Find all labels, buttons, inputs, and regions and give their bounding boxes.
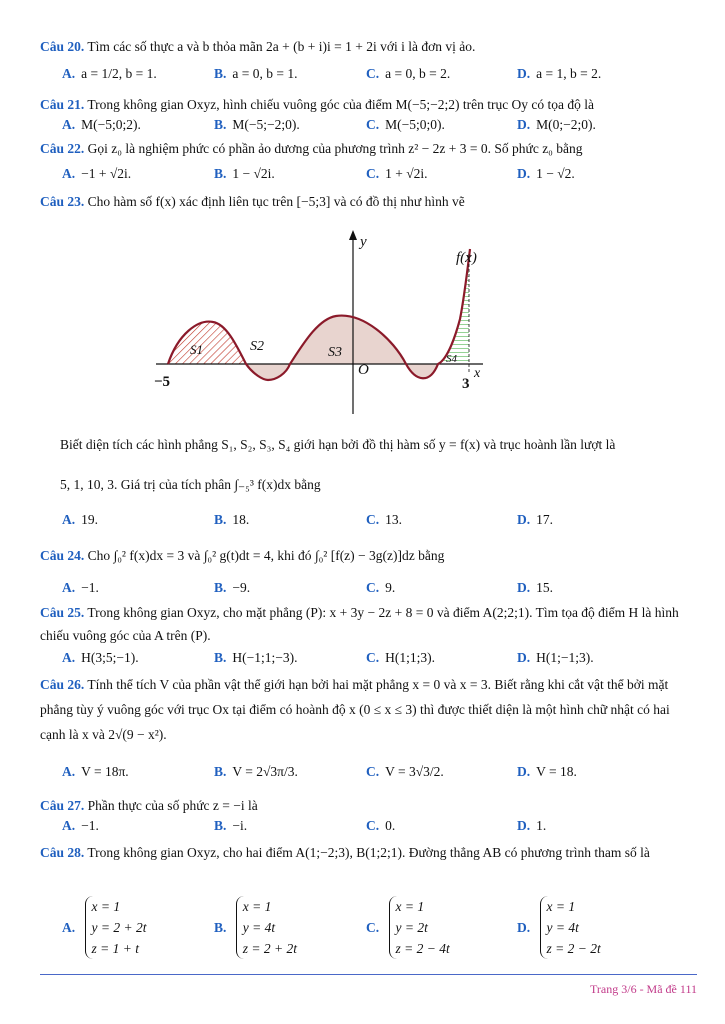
question-text: Trong không gian Oxyz, hình chiếu vuông góc của điểm M(−5;−2;2) trên trục Oy có tọa độ là — [87, 97, 595, 112]
option-c[interactable]: C. 1 + √2i. — [366, 166, 428, 181]
option-c[interactable]: C. x = 1 y = 2t z = 2 − 4t — [366, 896, 450, 959]
question-text: Trong không gian Oxyz, cho mặt phẳng (P): x + 3y − 2z + 8 = 0 và điểm A(2;2;1). Tìm tọa độ điểm H là hình chiếu vuông góc của A trên (P). — [40, 605, 679, 643]
option-c[interactable]: C. 9. — [366, 580, 396, 595]
option-d[interactable]: D. M(0;−2;0). — [517, 117, 596, 132]
question-text: Tính thể tích V của phần vật thể giới hạn bởi hai mặt phẳng x = 0 và x = 3. Biết rằng khi cắt vật thể bởi mặt phẳng tùy ý vuông góc với trục Ox tại điểm có hoành độ x (0 ≤ x ≤ 3) thì được thiết diện là một hình chữ nhật có hai cạnh là x và 2√(9 − x²). — [40, 677, 670, 742]
option-b[interactable]: B. V = 2√3π/3. — [214, 764, 298, 779]
option-b[interactable]: B. H(−1;1;−3). — [214, 650, 298, 665]
option-c[interactable]: C. 0. — [366, 818, 396, 833]
question-label: Câu 24. — [40, 548, 85, 563]
question-text: Cho ∫₀² f(x)dx = 3 và ∫₀² g(t)dt = 4, khi đó ∫₀² [f(z) − 3g(z)]dz bằng — [87, 548, 445, 563]
page-footer: Trang 3/6 - Mã đề 111 — [590, 982, 697, 996]
question-23-body-1: Biết diện tích các hình phẳng S₁, S₂, S₃, S₄ giới hạn bởi đồ thị hàm số y = f(x) và trục hoành lần lượt là — [60, 437, 616, 452]
options-20 — [62, 66, 705, 84]
options-24 — [62, 580, 705, 598]
option-a[interactable]: A. M(−5;0;2). — [62, 117, 141, 132]
option-a[interactable]: A. x = 1 y = 2 + 2t z = 1 + t — [62, 896, 146, 959]
parametric-system: x = 1 y = 4t z = 2 + 2t — [236, 896, 297, 959]
question-text: Tìm các số thực a và b thỏa mãn 2a + (b + i)i = 1 + 2i với i là đơn vị ảo. — [87, 39, 476, 54]
question-label: Câu 23. — [40, 194, 85, 209]
label-s3: S3 — [328, 345, 342, 360]
question-22 — [40, 140, 697, 157]
parametric-system: x = 1 y = 4t z = 2 − 2t — [540, 896, 601, 959]
question-text: Trong không gian Oxyz, cho hai điểm A(1;−2;3), B(1;2;1). Đường thẳng AB có phương trình tham số là — [87, 845, 650, 860]
option-c[interactable]: C. a = 0, b = 2. — [366, 66, 451, 81]
option-b[interactable]: B. 18. — [214, 512, 250, 527]
options-28 — [62, 896, 705, 960]
question-24 — [40, 547, 697, 564]
options-25 — [62, 650, 705, 668]
option-d[interactable]: D. 15. — [517, 580, 553, 595]
options-27 — [62, 818, 705, 836]
option-d[interactable]: D. V = 18. — [517, 764, 577, 779]
label-s4: S4 — [446, 353, 457, 365]
question-label: Câu 21. — [40, 97, 85, 112]
option-c[interactable]: C. V = 3√3/2. — [366, 764, 444, 779]
label-y: y — [360, 234, 367, 250]
option-a[interactable]: A. H(3;5;−1). — [62, 650, 139, 665]
option-a[interactable]: A. V = 18π. — [62, 764, 129, 779]
option-b[interactable]: B. M(−5;−2;0). — [214, 117, 300, 132]
option-c[interactable]: C. H(1;1;3). — [366, 650, 435, 665]
label-3: 3 — [462, 376, 470, 392]
question-27 — [40, 797, 697, 814]
footer-rule — [40, 974, 697, 975]
option-d[interactable]: D. x = 1 y = 4t z = 2 − 2t — [517, 896, 601, 959]
options-26 — [62, 764, 705, 782]
label-minus5: −5 — [154, 374, 171, 390]
parametric-system: x = 1 y = 2t z = 2 − 4t — [389, 896, 450, 959]
question-label: Câu 26. — [40, 677, 85, 692]
option-b[interactable]: B. −i. — [214, 818, 248, 833]
label-s1: S1 — [190, 342, 203, 357]
label-s2: S2 — [250, 339, 264, 354]
option-c[interactable]: C. 13. — [366, 512, 402, 527]
question-23 — [40, 193, 697, 210]
option-a[interactable]: A. −1. — [62, 580, 99, 595]
option-b[interactable]: B. x = 1 y = 4t z = 2 + 2t — [214, 896, 297, 959]
option-d[interactable]: D. 17. — [517, 512, 553, 527]
question-28 — [40, 840, 697, 865]
question-text: Gọi z₀ là nghiệm phức có phần ảo dương của phương trình z² − 2z + 3 = 0. Số phức z₀ bằng — [87, 141, 583, 156]
y-axis-arrow — [349, 230, 357, 240]
function-graph — [138, 224, 498, 418]
option-b[interactable]: B. −9. — [214, 580, 251, 595]
options-23 — [62, 512, 705, 530]
option-a[interactable]: A. −1. — [62, 818, 99, 833]
question-26 — [40, 672, 697, 747]
option-d[interactable]: D. 1. — [517, 818, 547, 833]
question-label: Câu 28. — [40, 845, 85, 860]
question-25 — [40, 601, 697, 647]
option-c[interactable]: C. M(−5;0;0). — [366, 117, 445, 132]
question-label: Câu 20. — [40, 39, 85, 54]
option-a[interactable]: A. a = 1/2, b = 1. — [62, 66, 157, 81]
options-22 — [62, 166, 705, 184]
option-b[interactable]: B. 1 − √2i. — [214, 166, 275, 181]
question-label: Câu 25. — [40, 605, 85, 620]
option-d[interactable]: D. H(1;−1;3). — [517, 650, 594, 665]
label-fx: f(x) — [456, 250, 477, 266]
option-d[interactable]: D. 1 − √2. — [517, 166, 575, 181]
options-21 — [62, 117, 705, 135]
option-b[interactable]: B. a = 0, b = 1. — [214, 66, 298, 81]
question-text: Phần thực của số phức z = −i là — [87, 798, 258, 813]
question-23-body-2: 5, 1, 10, 3. Giá trị của tích phân ∫₋₅³ f(x)dx bằng — [60, 477, 321, 492]
label-x: x — [474, 366, 481, 381]
question-label: Câu 22. — [40, 141, 85, 156]
option-a[interactable]: A. 19. — [62, 512, 98, 527]
question-label: Câu 27. — [40, 798, 85, 813]
parametric-system: x = 1 y = 2 + 2t z = 1 + t — [85, 896, 147, 959]
question-21 — [40, 96, 697, 113]
option-a[interactable]: A. −1 + √2i. — [62, 166, 132, 181]
question-20 — [40, 38, 697, 55]
question-text: Cho hàm số f(x) xác định liên tục trên [−5;3] và có đồ thị như hình vẽ — [87, 194, 465, 209]
region-s4 — [438, 254, 469, 364]
option-d[interactable]: D. a = 1, b = 2. — [517, 66, 602, 81]
label-o: O — [358, 362, 369, 378]
